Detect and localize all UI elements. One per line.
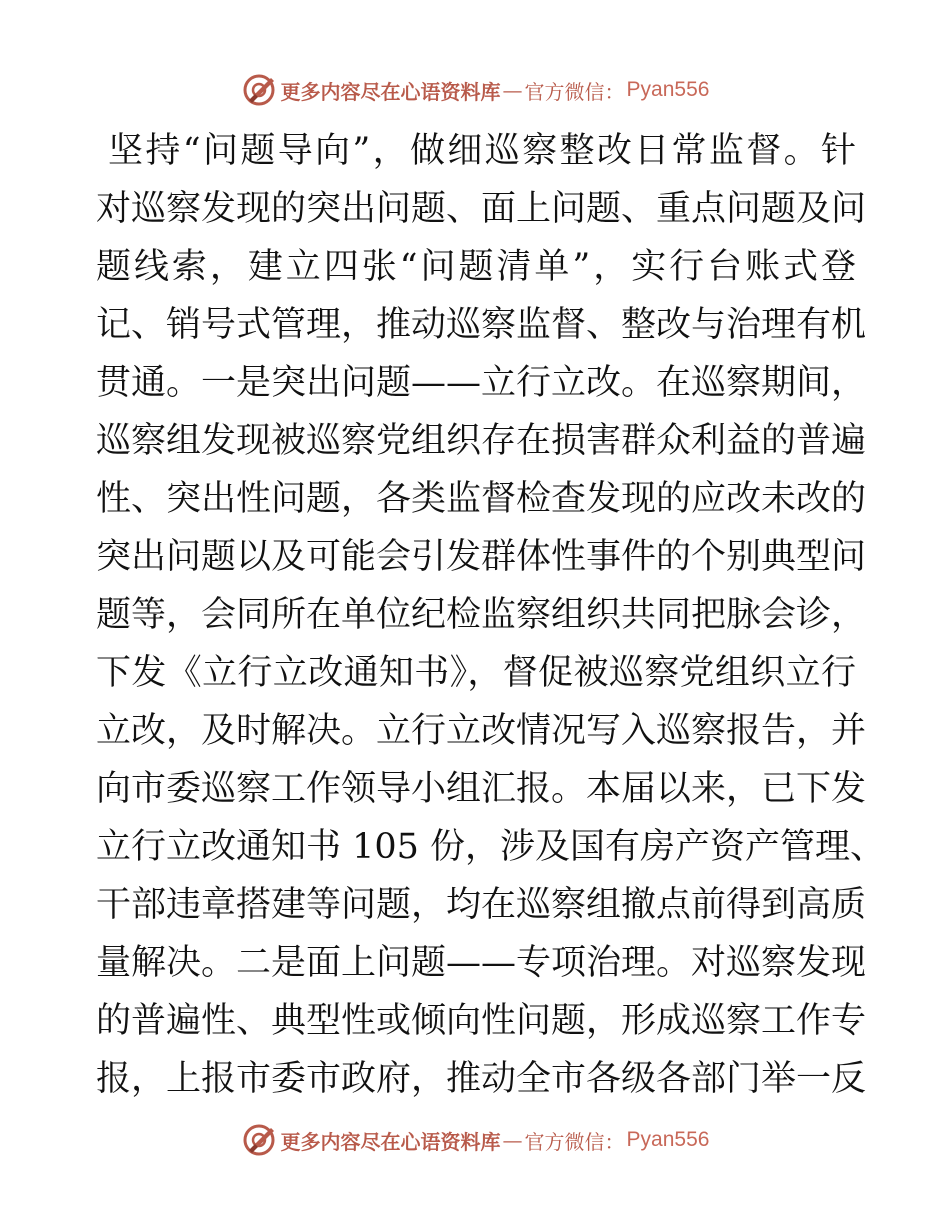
text-line: 立行立改通知书 105 份，涉及国有房产资产管理、 — [96, 827, 886, 867]
text-line: 下发《立行立改通知书》，督促被巡察党组织立行 — [96, 653, 856, 693]
text-line: 记、销号式管理，推动巡察监督、整改与治理有机 — [96, 305, 867, 345]
footer-separator: — — [502, 1128, 523, 1152]
footer-wechat-id: Pyan556 — [626, 1128, 710, 1151]
brand-logo-icon — [241, 72, 277, 108]
text-line: 突出问题以及可能会引发群体性事件的个别典型问 — [96, 537, 867, 577]
text-line: 题线索，建立四张“问题清单”，实行台账式登 — [96, 247, 856, 287]
header-title: 更多内容尽在心语资料库 — [280, 79, 501, 104]
text-line: 立改，及时解决。立行立改情况写入巡察报告，并 — [96, 711, 867, 751]
text-line: 巡察组发现被巡察党组织存在损害群众利益的普遍 — [96, 421, 867, 461]
footer-banner — [0, 1120, 950, 1160]
document-body — [96, 122, 886, 1108]
text-line: 坚持“问题导向”，做细巡察整改日常监督。针 — [108, 131, 856, 171]
brand-logo-icon — [241, 1122, 277, 1158]
text-line: 贯通。一是突出问题——立行立改。在巡察期间， — [96, 363, 867, 403]
text-line: 性、突出性问题，各类监督检查发现的应改未改的 — [96, 479, 867, 519]
text-line: 干部违章搭建等问题，均在巡察组撤点前得到高质 — [96, 885, 867, 925]
header-wechat-id: Pyan556 — [626, 78, 710, 101]
footer-official-label: 官方微信： — [524, 1129, 625, 1154]
text-line: 题等，会同所在单位纪检监察组织共同把脉会诊， — [96, 595, 867, 635]
text-line: 的普遍性、典型性或倾向性问题，形成巡察工作专 — [96, 1001, 867, 1041]
header-official-label: 官方微信： — [524, 79, 625, 104]
text-line: 对巡察发现的突出问题、面上问题、重点问题及问 — [96, 189, 867, 229]
text-line: 量解决。二是面上问题——专项治理。对巡察发现 — [96, 943, 867, 983]
text-line: 报，上报市委市政府，推动全市各级各部门举一反 — [96, 1059, 867, 1099]
header-separator: — — [502, 78, 523, 102]
header-banner — [0, 70, 950, 110]
footer-title: 更多内容尽在心语资料库 — [280, 1129, 501, 1154]
text-line: 向市委巡察工作领导小组汇报。本届以来，已下发 — [96, 769, 867, 809]
